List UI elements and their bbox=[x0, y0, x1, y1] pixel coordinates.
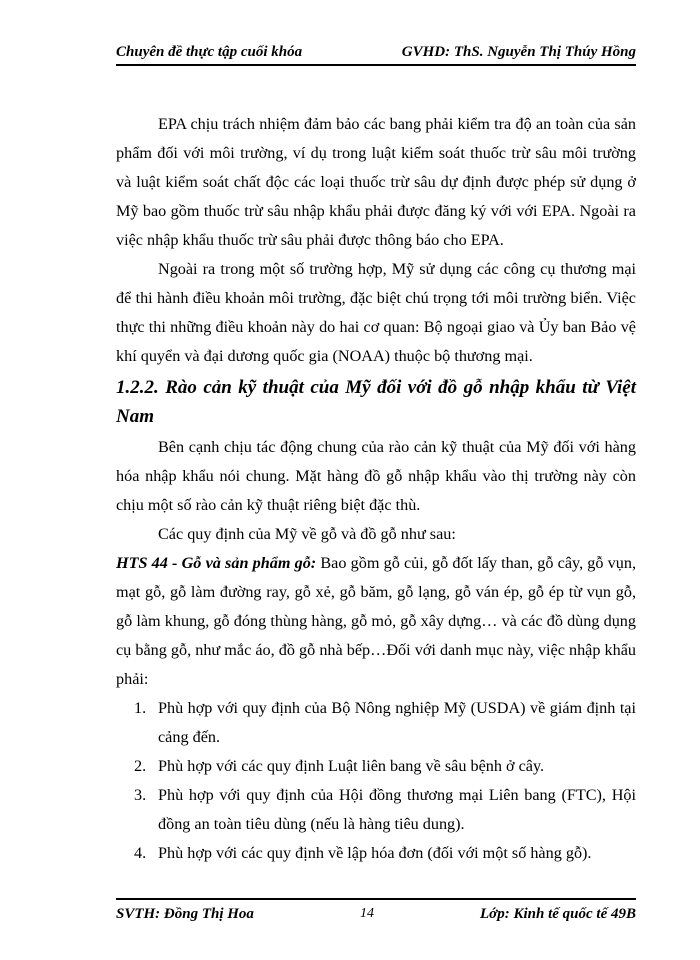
list-item-number: 2. bbox=[134, 757, 147, 775]
paragraph-epa: EPA chịu trách nhiệm đảm bảo các bang phải kiểm tra độ an toàn của sản phẩm đối với môi trường, ví dụ trong luật kiểm soát thuốc trừ sâu môi trường và luật kiểm soát chất độc các loại thuốc trừ sâu dự định được phép sử dụng ở Mỹ bao gồm thuốc trừ sâu nhập khẩu phải được đăng ký với với EPA. Ngoài ra việc nhập khẩu thuốc trừ sâu phải được thông báo cho EPA. bbox=[116, 115, 636, 249]
header-title: Chuyên đề thực tập cuối khóa bbox=[116, 44, 303, 60]
page-header bbox=[116, 40, 636, 66]
requirements-list bbox=[116, 694, 636, 868]
hts-paragraph bbox=[116, 549, 636, 694]
list-item-number: 4. bbox=[134, 844, 147, 862]
list-item bbox=[134, 781, 636, 839]
page-footer bbox=[116, 898, 636, 924]
list-item bbox=[134, 839, 636, 868]
list-item-text: Phù hợp với các quy định về lập hóa đơn (đối với một số hàng gỗ). bbox=[158, 844, 592, 862]
list-item-number: 1. bbox=[134, 699, 147, 717]
page-body bbox=[116, 110, 636, 868]
list-item bbox=[134, 694, 636, 752]
paragraph-trade-tools: Ngoài ra trong một số trường hợp, Mỹ sử dụng các công cụ thương mại để thi hành điều khoản môi trường, đặc biệt chú trọng tới môi trường biển. Việc thực thi những điều khoản này do hai cơ quan: Bộ ngoại giao và Ủy ban Bảo vệ khí quyển và đại dương quốc gia (NOAA) thuộc bộ thương mại. bbox=[116, 260, 636, 365]
paragraph-intro: Bên cạnh chịu tác động chung của rào cản kỹ thuật của Mỹ đối với hàng hóa nhập khẩu nói chung. Mặt hàng đồ gỗ nhập khẩu vào thị trường này còn chịu một số rào cản kỹ thuật riêng biệt đặc thù. bbox=[116, 438, 636, 514]
list-item-text: Phù hợp với quy định của Hội đồng thương mại Liên bang (FTC), Hội đồng an toàn tiêu dùng (nếu là hàng tiêu dung). bbox=[158, 786, 636, 833]
page-number: 14 bbox=[360, 906, 374, 921]
section-heading: 1.2.2. Rào cản kỹ thuật của Mỹ đối với đồ gỗ nhập khẩu từ Việt Nam bbox=[116, 377, 636, 427]
header-supervisor: GVHD: ThS. Nguyễn Thị Thúy Hồng bbox=[401, 44, 636, 60]
list-item-text: Phù hợp với các quy định Luật liên bang về sâu bệnh ở cây. bbox=[158, 757, 545, 775]
footer-class: Lớp: Kinh tế quốc tế 49B bbox=[480, 906, 636, 922]
footer-student: SVTH: Đồng Thị Hoa bbox=[116, 906, 254, 922]
hts-label: HTS 44 - Gỗ và sản phẩm gỗ: bbox=[116, 554, 317, 572]
paragraph-regulations-lead: Các quy định của Mỹ về gỗ và đồ gỗ như sau: bbox=[158, 525, 456, 543]
list-item-text: Phù hợp với quy định của Bộ Nông nghiệp Mỹ (USDA) về giám định tại cảng đến. bbox=[158, 699, 636, 746]
list-item-number: 3. bbox=[134, 786, 147, 804]
hts-text: Bao gồm gỗ củi, gỗ đốt lấy than, gỗ cây, gỗ vụn, mạt gỗ, gỗ làm đường ray, gỗ xẻ, gỗ băm, gỗ lạng, gỗ ván ép, gỗ ép từ vụn gỗ, gỗ làm khung, gỗ đóng thùng hàng, gỗ mỏ, gỗ xây dựng… và các đồ dùng dụng cụ bằng gỗ, như mắc áo, đồ gỗ nhà bếp…Đối với danh mục này, việc nhập khẩu phải: bbox=[116, 554, 636, 688]
list-item bbox=[134, 752, 636, 781]
